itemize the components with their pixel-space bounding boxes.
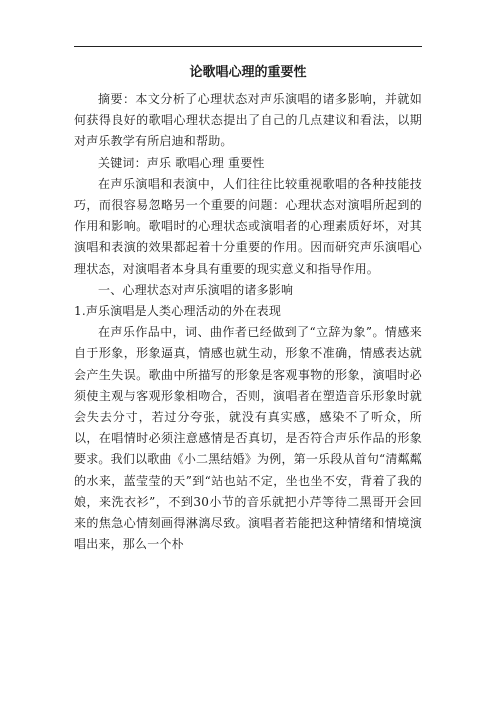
subsection-paragraph: 在声乐作品中，词、曲作者已经做到了“立辞为象”。情感来自于形象，形象逼真，情感也就生动，形象不准确，情感表达就会产生失误。歌曲中所描写的形象是客观事物的形象，演唱时必须使主观与客观形象相吻合，否则，演唱者在塑造音乐形象时就会失去分寸，若过分夸张，就没有真实感，感染不了听众，所以，在唱情时必须注意感情是否真切，是否符合声乐作品的形象要求。我们以歌曲《小二黑结婚》为例，第一乐段从首句“清粼粼的水来，蓝莹莹的天”到“站也站不定，坐也坐不安，背着了我的娘，来洗衣衫”，不到30小节的音乐就把小芹等待二黑哥开会回来的焦急心情刻画得淋漓尽致。演唱者若能把这种情绪和情境演唱出来，那么一个朴	[74, 325, 422, 552]
keywords-paragraph: 关键词：声乐 歌唱心理 重要性	[98, 155, 265, 170]
subsection-heading: 1.声乐演唱是人类心理活动的外在表现	[74, 304, 282, 319]
intro-paragraph: 在声乐演唱和表演中，人们往往比较重视歌唱的各种技能技巧，而很容易忽略另一个重要的问题：心理状态对演唱所起到的作用和影响。歌唱时的心理状态或演唱者的心理素质好坏，对其演唱和表演的效果都起着十分重要的作用。因而研究声乐演唱心理状态，对演唱者本身具有重要的现实意义和指导作用。	[74, 176, 422, 276]
document-title: 论歌唱心理的重要性	[189, 65, 307, 80]
section-heading: 一、心理状态对声乐演唱的诸多影响	[98, 282, 294, 297]
header-rule	[74, 46, 422, 47]
document-body	[74, 89, 422, 555]
abstract-paragraph: 摘要：本文分析了心理状态对声乐演唱的诸多影响，并就如何获得良好的歌唱心理状态提出了自己的几点建议和看法，以期对声乐教学有所启迪和帮助。	[74, 92, 422, 149]
